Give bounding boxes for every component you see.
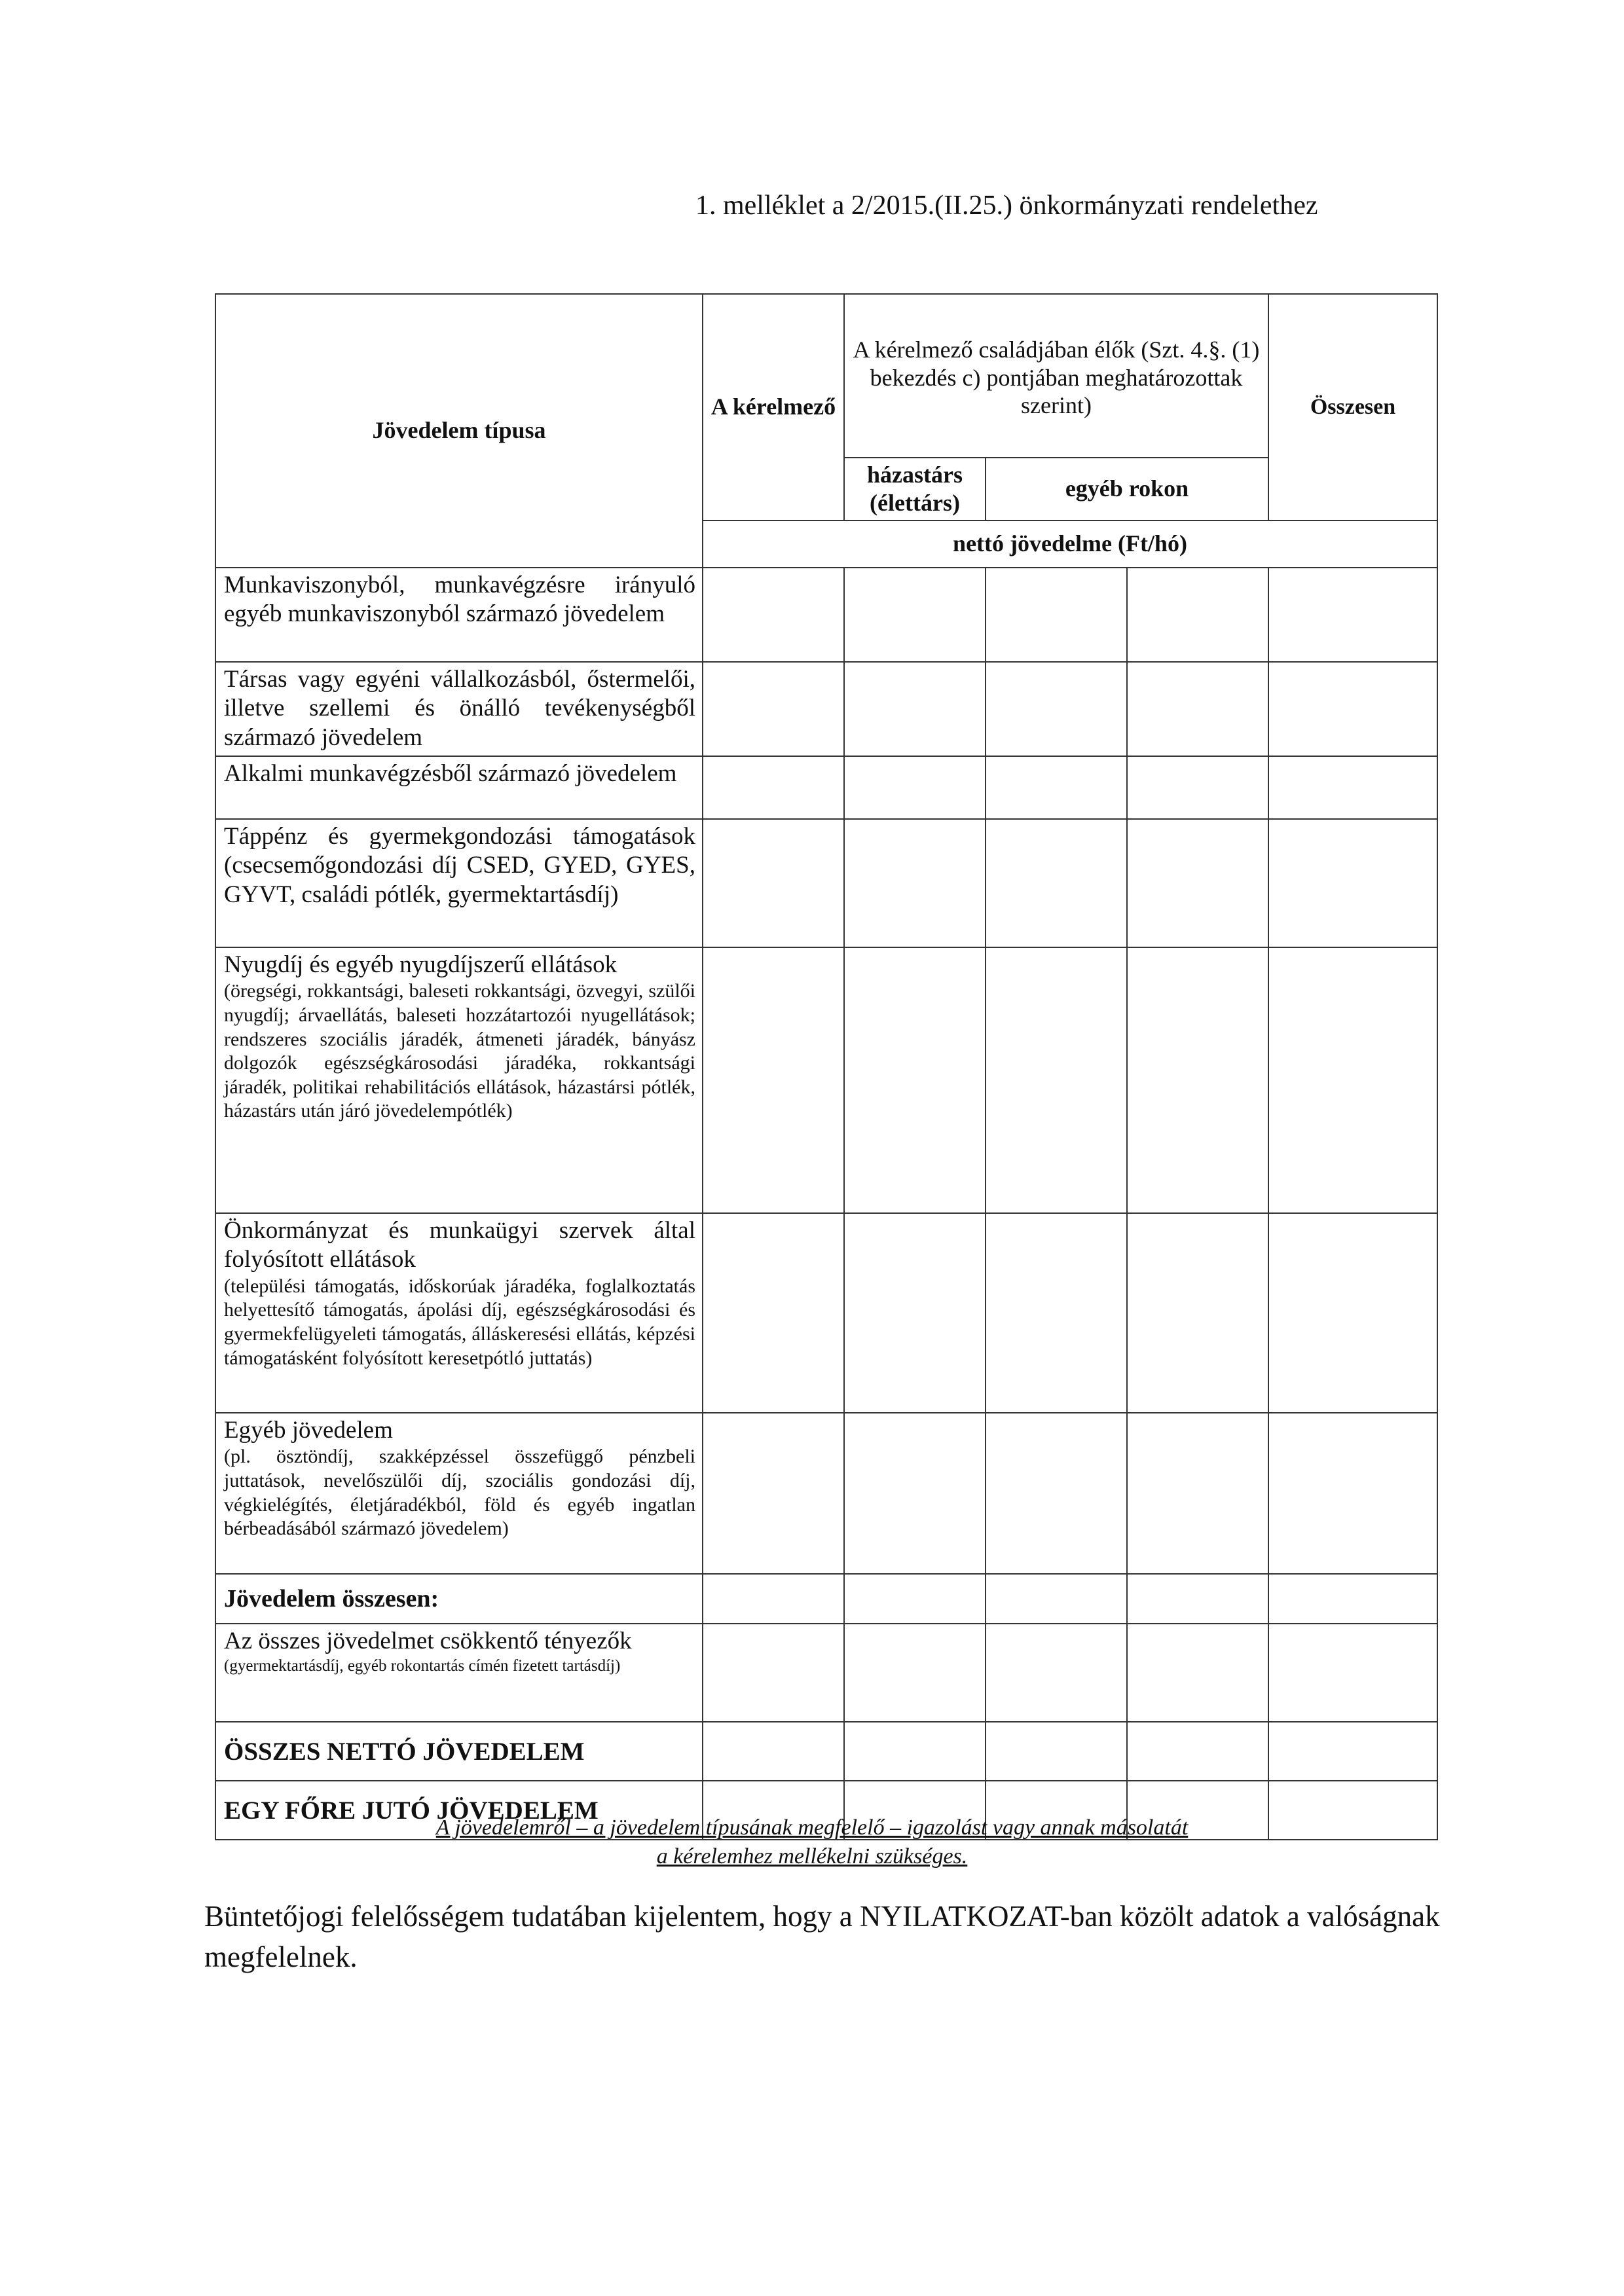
spouse-cell[interactable] <box>844 662 986 756</box>
other-relative-header: egyéb rokon <box>986 458 1268 520</box>
spouse-cell[interactable] <box>844 1213 986 1413</box>
income-type-header: Jövedelem típusa <box>215 294 703 568</box>
table-row <box>215 662 1437 756</box>
notice-line-2: a kérelemhez mellékelni szükséges. <box>656 1844 968 1869</box>
row-label: Egyéb jövedelem (pl. ösztöndíj, szakképzéssel összefüggő pénzbeli juttatások, nevelőszülői díj, szociális gondozási díj, végkielégítés, életjáradékból, föld és egyéb ingatlan bérbeadásából származó jövedelem) <box>215 1413 703 1574</box>
total-cell[interactable] <box>1268 819 1437 947</box>
spouse-cell[interactable] <box>844 1574 986 1624</box>
spouse-cell[interactable] <box>844 1722 986 1781</box>
spouse-cell[interactable] <box>844 1624 986 1722</box>
other-relative-cell[interactable] <box>1127 1574 1268 1624</box>
income-table <box>215 293 1438 1840</box>
applicant-cell[interactable] <box>703 568 844 662</box>
table-row <box>215 1574 1437 1624</box>
applicant-cell[interactable] <box>703 1413 844 1574</box>
row-label: Alkalmi munkavégzésből származó jövedelem <box>215 756 703 819</box>
family-members-header: A kérelmező családjában élők (Szt. 4.§. (1) bekezdés c) pontjában meghatározottak szerint) <box>844 294 1268 458</box>
total-cell[interactable] <box>1268 1624 1437 1722</box>
other-relative-cell[interactable] <box>986 1574 1127 1624</box>
total-cell[interactable] <box>1268 1213 1437 1413</box>
table-row <box>215 947 1437 1213</box>
total-cell[interactable] <box>1268 1574 1437 1624</box>
other-relative-cell[interactable] <box>1127 756 1268 819</box>
other-relative-cell[interactable] <box>986 662 1127 756</box>
row-label: Táppénz és gyermekgondozási támogatások (csecsemőgondozási díj CSED, GYED, GYES, GYVT, családi pótlék, gyermektartásdíj) <box>215 819 703 947</box>
applicant-cell[interactable] <box>703 1213 844 1413</box>
other-relative-cell[interactable] <box>986 568 1127 662</box>
row-label: Munkaviszonyból, munkavégzésre irányuló egyéb munkaviszonyból származó jövedelem <box>215 568 703 662</box>
total-cell[interactable] <box>1268 568 1437 662</box>
table-row <box>215 1413 1437 1574</box>
spouse-cell[interactable] <box>844 568 986 662</box>
other-relative-cell[interactable] <box>986 1413 1127 1574</box>
other-relative-cell[interactable] <box>986 756 1127 819</box>
notice-line-1: A jövedelemről – a jövedelem típusának megfelelő – igazolást vagy annak másolatát <box>435 1815 1189 1840</box>
applicant-cell[interactable] <box>703 1624 844 1722</box>
other-relative-cell[interactable] <box>986 819 1127 947</box>
applicant-cell[interactable] <box>703 1574 844 1624</box>
net-total-label: ÖSSZES NETTÓ JÖVEDELEM <box>215 1722 703 1781</box>
page-title: 1. melléklet a 2/2015.(II.25.) önkormányzati rendelethez <box>695 191 1318 221</box>
applicant-cell[interactable] <box>703 947 844 1213</box>
other-relative-cell[interactable] <box>1127 568 1268 662</box>
other-relative-cell[interactable] <box>986 1213 1127 1413</box>
income-total-label: Jövedelem összesen: <box>215 1574 703 1624</box>
attachment-notice <box>0 1813 1624 1871</box>
other-relative-cell[interactable] <box>986 1624 1127 1722</box>
per-capita-label: EGY FŐRE JUTÓ JÖVEDELEM <box>215 1781 703 1840</box>
row-label: Társas vagy egyéni vállalkozásból, őstermelői, illetve szellemi és önálló tevékenységből származó jövedelem <box>215 662 703 756</box>
total-cell[interactable] <box>1268 947 1437 1213</box>
other-relative-cell[interactable] <box>986 947 1127 1213</box>
other-relative-cell[interactable] <box>1127 1624 1268 1722</box>
total-cell[interactable] <box>1268 756 1437 819</box>
other-relative-cell[interactable] <box>1127 1413 1268 1574</box>
spouse-cell[interactable] <box>844 819 986 947</box>
other-relative-cell[interactable] <box>986 1722 1127 1781</box>
spouse-cell[interactable] <box>844 947 986 1213</box>
applicant-cell[interactable] <box>703 662 844 756</box>
deduction-label: Az összes jövedelmet csökkentő tényezők (gyermektartásdíj, egyéb rokontartás címén fizetett tartásdíj) <box>215 1624 703 1722</box>
other-relative-cell[interactable] <box>1127 1213 1268 1413</box>
table-row <box>215 1722 1437 1781</box>
table-row <box>215 819 1437 947</box>
table-row <box>215 756 1437 819</box>
other-relative-cell[interactable] <box>1127 1722 1268 1781</box>
spouse-header: házastárs (élettárs) <box>844 458 986 520</box>
table-row <box>215 1624 1437 1722</box>
applicant-cell[interactable] <box>703 819 844 947</box>
total-header: Összesen <box>1268 294 1437 520</box>
net-income-header: nettó jövedelme (Ft/hó) <box>703 520 1437 568</box>
declaration-text: Büntetőjogi felelősségem tudatában kijelentem, hogy a NYILATKOZAT-ban közölt adatok a valóságnak megfelelnek. <box>204 1900 1440 1974</box>
spouse-cell[interactable] <box>844 756 986 819</box>
row-label: Önkormányzat és munkaügyi szervek által folyósított ellátások (települési támogatás, időskorúak járadéka, foglalkoztatás helyettesítő támogatás, ápolási díj, egészségkárosodási és gyermekfelügyeleti támogatás, álláskeresési ellátás, képzési támogatásként folyósított keresetpótló juttatás) <box>215 1213 703 1413</box>
table-row <box>215 568 1437 662</box>
other-relative-cell[interactable] <box>1127 947 1268 1213</box>
other-relative-cell[interactable] <box>1127 662 1268 756</box>
applicant-cell[interactable] <box>703 756 844 819</box>
applicant-header: A kérelmező <box>703 294 844 520</box>
row-label: Nyugdíj és egyéb nyugdíjszerű ellátások (öregségi, rokkantsági, baleseti rokkantsági, özvegyi, szülői nyugdíj; árvaellátás, baleseti hozzátartozói nyugellátások; rendszeres szociális járadék, átmeneti járadék, bányász dolgozók egészségkárosodási járadéka, rokkantsági járadék, politikai rehabilitációs ellátások, házastársi pótlék, házastárs után járó jövedelempótlék) <box>215 947 703 1213</box>
applicant-cell[interactable] <box>703 1722 844 1781</box>
total-cell[interactable] <box>1268 1413 1437 1574</box>
total-cell[interactable] <box>1268 662 1437 756</box>
table-row <box>215 1213 1437 1413</box>
total-cell[interactable] <box>1268 1722 1437 1781</box>
spouse-cell[interactable] <box>844 1413 986 1574</box>
other-relative-cell[interactable] <box>1127 819 1268 947</box>
